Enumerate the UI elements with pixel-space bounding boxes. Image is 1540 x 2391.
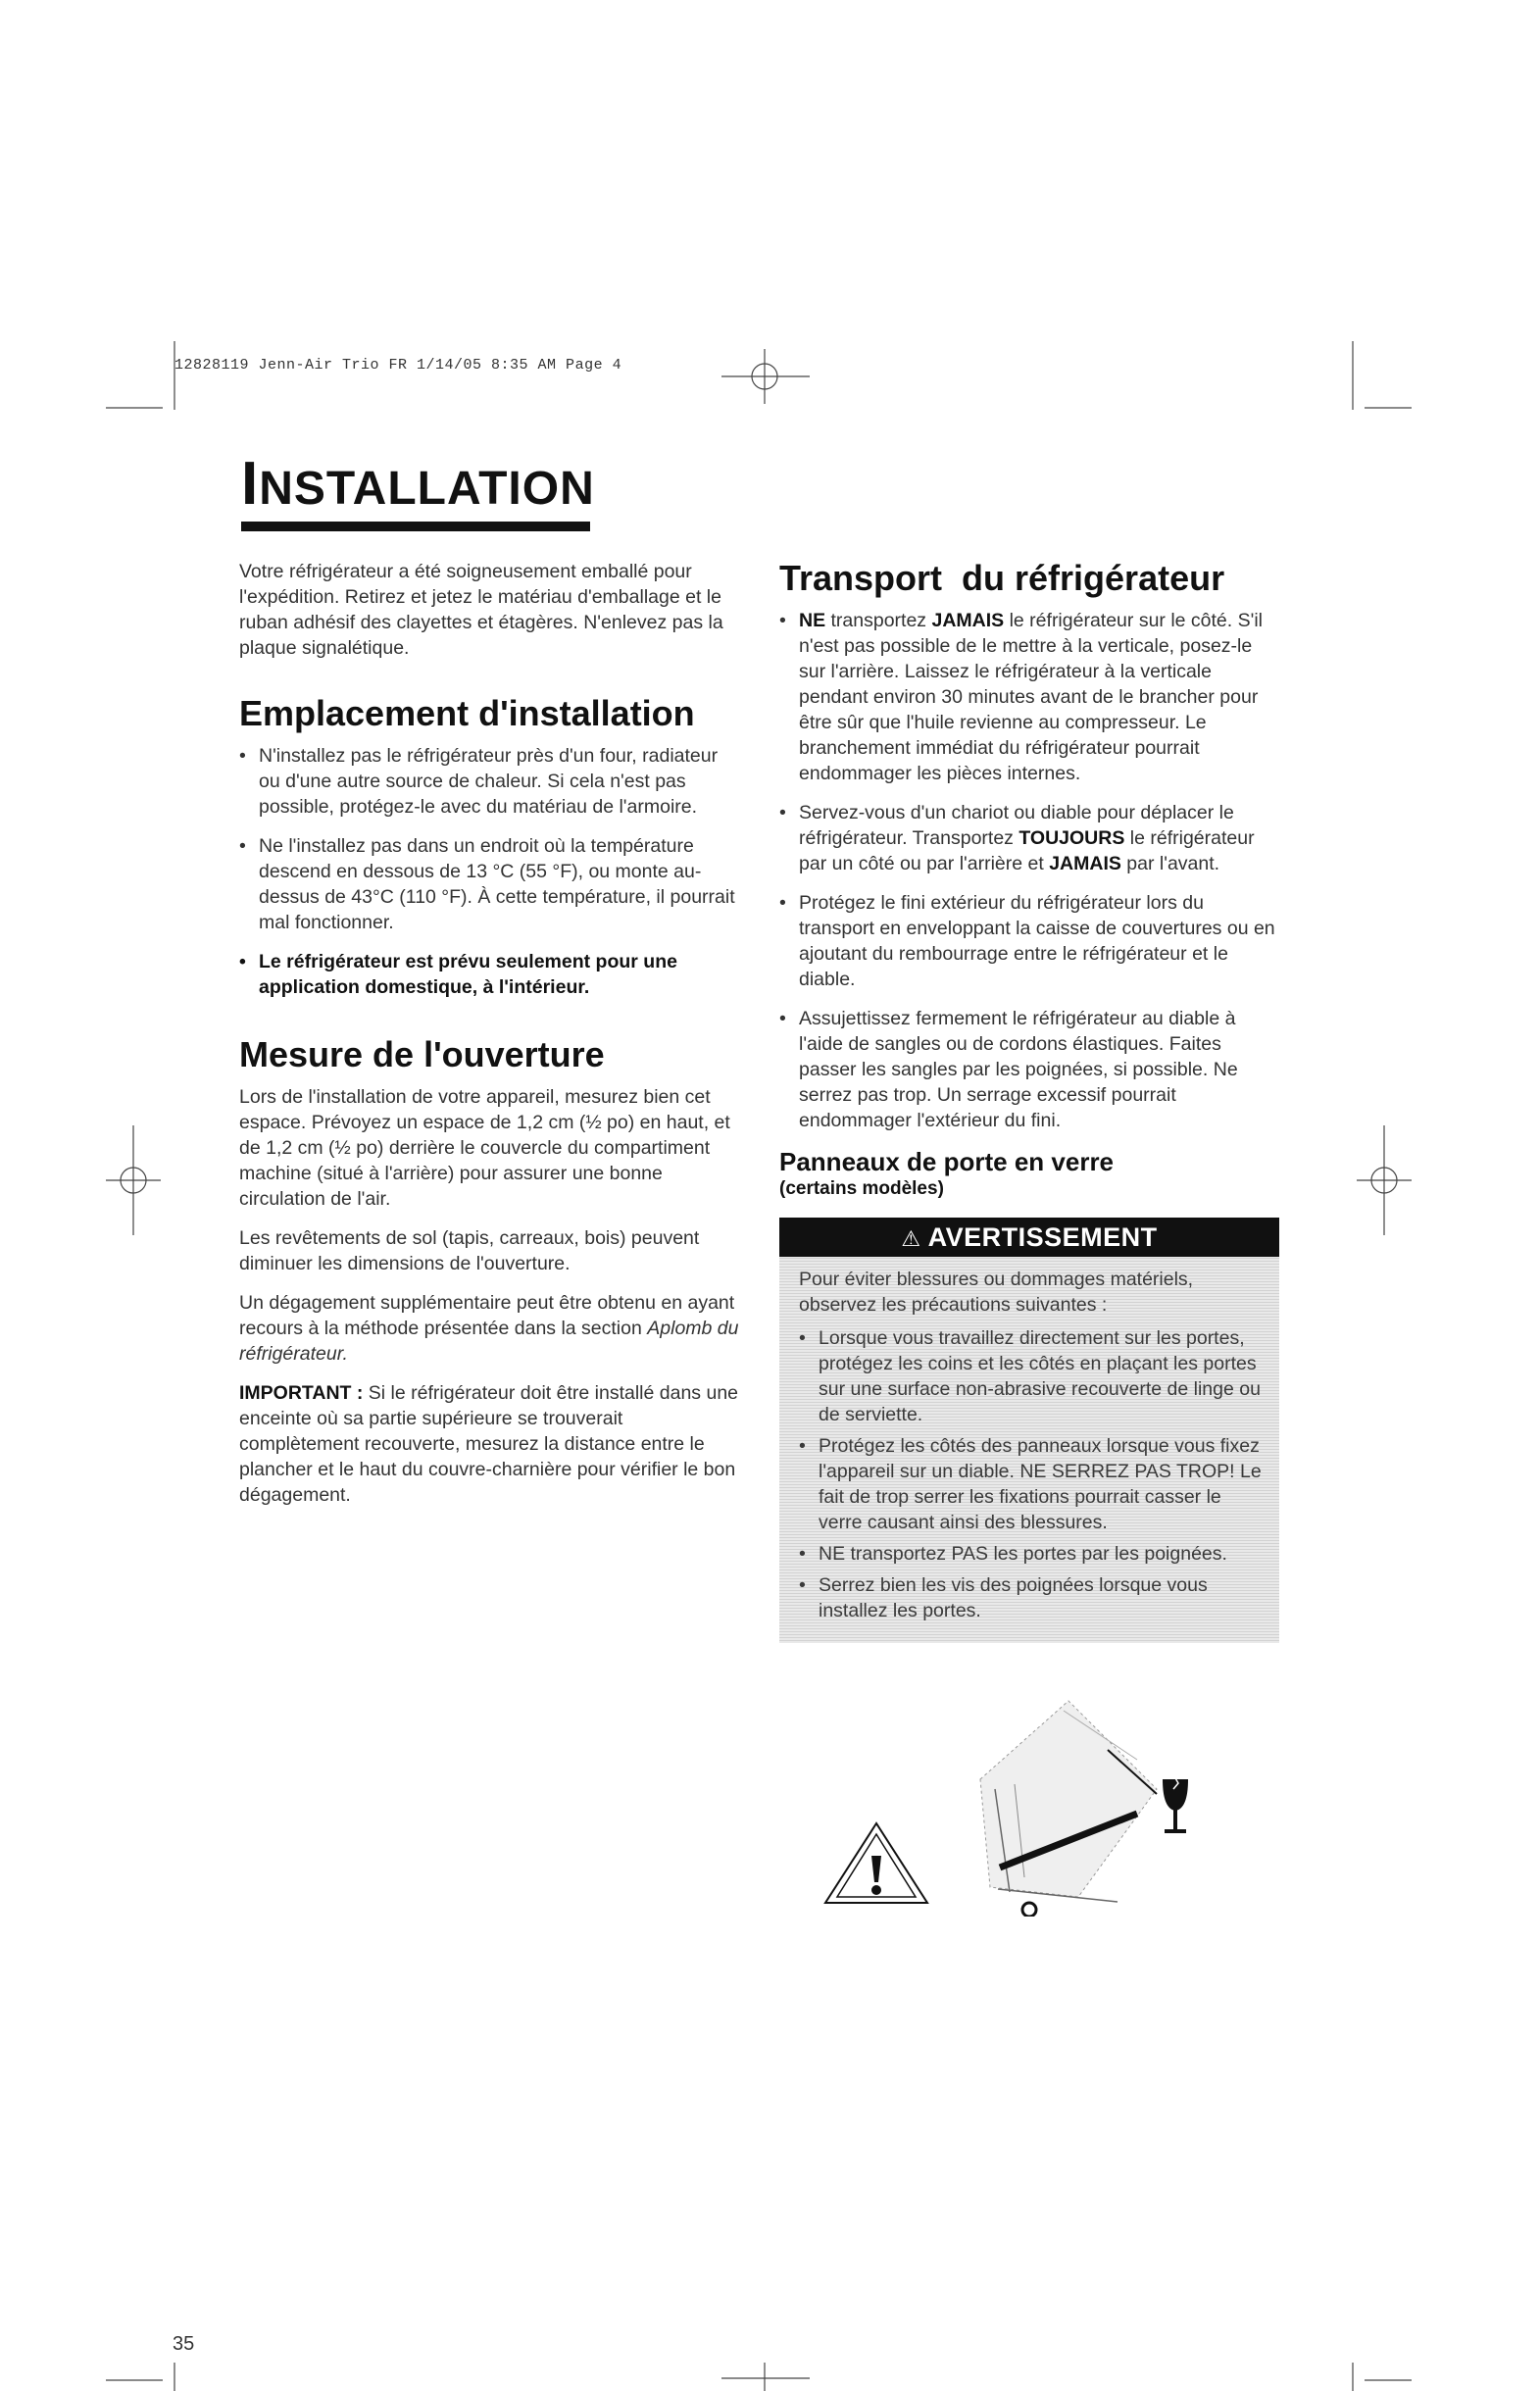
text-run: par l'avant. <box>1120 853 1220 874</box>
left-column <box>239 559 739 1521</box>
emphasis: NE <box>799 610 826 631</box>
text-run: transportez <box>825 610 932 631</box>
warning-icon: ⚠ <box>901 1226 921 1251</box>
list-item: • Assujettissez fermement le réfrigérateur au diable à l'aide de sangles ou de cordons élastiques. Faites passer les sangles par les poignées, si possible. Ne serrez pas trop. Un serrage excessif pourrait endommager l'extérieur du fini. <box>779 1006 1279 1133</box>
warning-box <box>779 1218 1279 1643</box>
mesure-paragraph: Lors de l'installation de votre appareil, mesurez bien cet espace. Prévoyez un espace de 1,2 cm (½ po) en haut, et de 1,2 cm (½ po) derrière le couvercle du compartiment machine (situé à l'arrière) pour assurer une bonne circulation de l'air. <box>239 1086 730 1210</box>
text-run: le réfrigérateur sur le côté. S'il n'est pas possible de le mettre à la verticale, posez-le sur l'arrière. Laissez le réfrigérateur à la verticale pendant environ 30 minutes avant de le brancher pour être sûr que l'huile revienne au compresseur. Le branchement immédiat du réfrigérateur pourrait endommager les pièces internes. <box>799 610 1264 784</box>
emphasis: JAMAIS <box>1049 853 1121 874</box>
warning-list <box>799 1325 1266 1623</box>
list-item: • Serrez bien les vis des poignées lorsque vous installez les portes. <box>799 1572 1266 1623</box>
page-number: 35 <box>173 2333 195 2355</box>
text-run: Un dégagement supplémentaire peut être obtenu en ayant recours à la méthode présentée dans la section <box>239 1292 735 1339</box>
warning-body <box>779 1257 1279 1643</box>
list-item: • Lorsque vous travaillez directement sur les portes, protégez les coins et les côtés en plaçant les portes sur une surface non-abrasive recouverte de linge ou de serviette. <box>799 1325 1266 1427</box>
warning-header <box>779 1218 1279 1257</box>
list-item: • NE transportez PAS les portes par les poignées. <box>799 1541 1266 1567</box>
list-item: • Le réfrigérateur est prévu seulement pour une application domestique, à l'intérieur. <box>239 949 739 1000</box>
heading-emplacement: Emplacement d'installation <box>239 693 695 733</box>
intro-paragraph: Votre réfrigérateur a été soigneusement emballé pour l'expédition. Retirez et jetez le matériau d'emballage et le ruban adhésif des clayettes et étagères. N'enlevez pas la plaque signalétique. <box>239 561 723 659</box>
title-underline <box>241 522 590 531</box>
text-run: Si le réfrigérateur doit être installé dans une enceinte où sa partie supérieure se trouverait complètement recouverte, mesurez la distance entre le plancher et le haut du couvre-charnière pour vérifier le bon dégagement. <box>239 1382 739 1506</box>
list-item: • Protégez les côtés des panneaux lorsque vous fixez l'appareil sur un diable. NE SERREZ PAS TROP! Le fait de trop serrer les fixations pourrait casser le verre causant ainsi des blessures. <box>799 1433 1266 1535</box>
list-item: • N'installez pas le réfrigérateur près d'un four, radiateur ou d'une autre source de chaleur. Si cela n'est pas possible, protégez-le avec du matériau de l'armoire. <box>239 743 739 820</box>
emplacement-list <box>239 743 739 1000</box>
important-label: IMPORTANT : <box>239 1382 364 1404</box>
heading-mesure: Mesure de l'ouverture <box>239 1034 605 1074</box>
title-rest: NSTALLATION <box>259 463 595 515</box>
door-handling-illustration <box>823 1681 1196 1917</box>
emphasis: JAMAIS <box>931 610 1005 631</box>
transport-list <box>779 608 1279 1133</box>
models-note: (certains modèles) <box>779 1178 944 1199</box>
list-item <box>779 800 1279 876</box>
warning-intro: Pour éviter blessures ou dommages matériels, observez les précautions suivantes : <box>799 1269 1194 1316</box>
emphasis: TOUJOURS <box>1018 827 1125 849</box>
list-item: • Protégez le fini extérieur du réfrigérateur lors du transport en enveloppant la caisse de couvertures ou en ajoutant du rembourrage entre le réfrigérateur et le diable. <box>779 890 1279 992</box>
caution-triangle-icon <box>825 1823 927 1903</box>
mesure-paragraph: Les revêtements de sol (tapis, carreaux, bois) peuvent diminuer les dimensions de l'ouverture. <box>239 1227 700 1274</box>
list-item <box>779 608 1279 786</box>
mesure-paragraph <box>239 1290 739 1367</box>
fragile-glass-icon <box>1163 1776 1188 1833</box>
heading-panneaux: Panneaux de porte en verre <box>779 1147 1115 1176</box>
important-paragraph <box>239 1380 739 1508</box>
title-initial: I <box>241 450 260 518</box>
print-slug: 12828119 Jenn-Air Trio FR 1/14/05 8:35 AM Page 4 <box>174 357 622 374</box>
section-reference: Aplomb du réfrigérateur. <box>239 1318 739 1365</box>
warning-title: AVERTISSEMENT <box>927 1222 1158 1252</box>
glass-door-on-dolly-icon <box>980 1701 1157 1917</box>
list-item: • Ne l'installez pas dans un endroit où la température descend en dessous de 13 °C (55 °F), ou monte au-dessus de 43°C (110 °F). À cette température, il pourrait mal fonctionner. <box>239 833 739 935</box>
text-run: Servez-vous d'un chariot ou diable pour déplacer le réfrigérateur. Transportez <box>799 802 1234 849</box>
right-column <box>779 559 1279 1643</box>
text-run: le réfrigérateur par un côté ou par l'arrière et <box>799 827 1255 874</box>
page-title <box>241 449 595 519</box>
heading-transport: Transport du réfrigérateur <box>779 558 1225 598</box>
